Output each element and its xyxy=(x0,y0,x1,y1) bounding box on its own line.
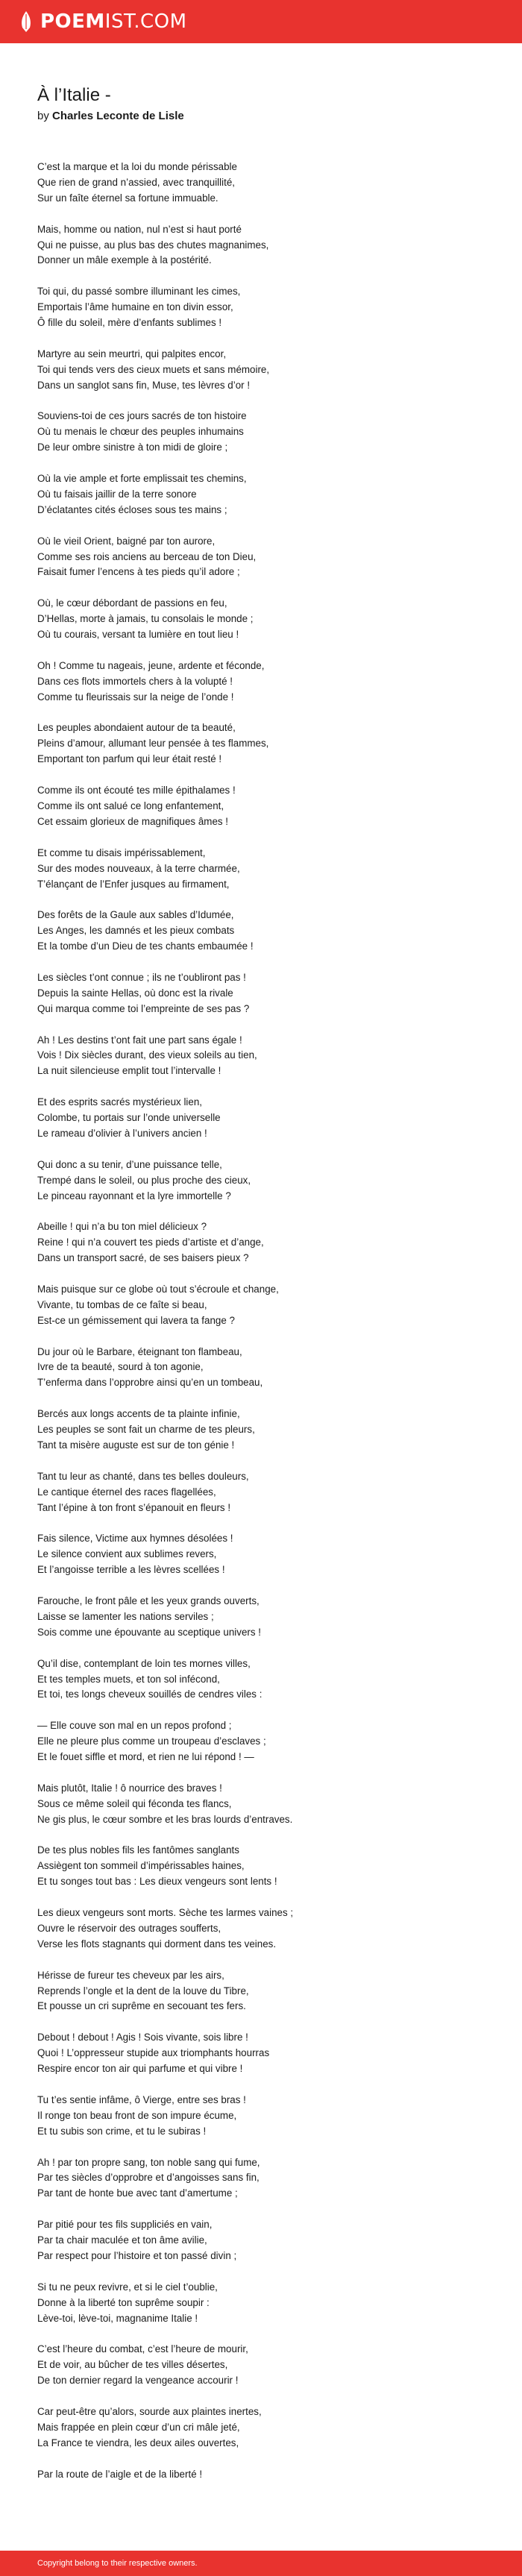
poem-line: Le rameau d’olivier à l’univers ancien ! xyxy=(37,1127,207,1139)
poem-line: Les peuples abondaient autour de ta beauté, xyxy=(37,722,236,734)
poem-line: Ô fille du soleil, mère d’enfants sublimes ! xyxy=(37,317,222,329)
poem-line: D’éclatantes cités écloses sous tes mains ; xyxy=(37,503,227,515)
poem-line: Le cantique éternel des races flagellées, xyxy=(37,1486,216,1498)
stanza xyxy=(37,720,485,767)
stanza xyxy=(37,347,485,394)
stanza xyxy=(37,2280,485,2327)
poem-line: Oh ! Comme tu nageais, jeune, ardente et féconde, xyxy=(37,659,265,671)
poem-line: Comme ses rois anciens au berceau de ton Dieu, xyxy=(37,550,257,562)
poem-line: Et l’angoisse terrible a les lèvres scellées ! xyxy=(37,1564,225,1576)
poem-line: Où tu courais, versant ta lumière en tout lieu ! xyxy=(37,629,239,641)
byline xyxy=(37,109,485,124)
stanza xyxy=(37,2342,485,2389)
copyright-text: Copyright belong to their respective owners. xyxy=(37,2559,198,2568)
stanza xyxy=(37,2404,485,2451)
poem-line: Mais frappée en plein cœur d’un cri mâle jeté, xyxy=(37,2421,240,2433)
poem-line: Par tes siècles d’opprobre et d’angoisses sans fin, xyxy=(37,2172,260,2184)
poem-line: Comme ils ont salué ce long enfantement, xyxy=(37,800,224,811)
site-header xyxy=(0,0,522,43)
poem-line: Que rien de grand n’assied, avec tranquillité, xyxy=(37,176,235,188)
stanza xyxy=(37,1656,485,1703)
poem-line: Où tu faisais jaillir de la terre sonore xyxy=(37,488,197,500)
stanza xyxy=(37,1157,485,1204)
poem-line: Ouvre le réservoir des outrages soufferts, xyxy=(37,1922,221,1934)
author-link[interactable]: Charles Leconte de Lisle xyxy=(52,110,184,122)
poem-line: Reprends l’ongle et la dent de la louve du Tibre, xyxy=(37,1985,249,1997)
poem-line: Depuis la sainte Hellas, où donc est la rivale xyxy=(37,987,233,999)
poem-line: Et tu songes tout bas : Les dieux vengeurs sont lents ! xyxy=(37,1876,277,1888)
poem-line: Lève-toi, lève-toi, magnanime Italie ! xyxy=(37,2312,198,2324)
poem-line: Les peuples se sont fait un charme de tes pleurs, xyxy=(37,1424,255,1436)
poem-line: La France te viendra, les deux ailes ouvertes, xyxy=(37,2437,239,2448)
poem-line: Comme tu fleurissais sur la neige de l’onde ! xyxy=(37,691,234,703)
poem-line: Mais, homme ou nation, nul n’est si haut porté xyxy=(37,223,242,235)
poem-line: Mais puisque sur ce globe où tout s’écroule et change, xyxy=(37,1283,279,1295)
stanza xyxy=(37,2093,485,2140)
poem-line: Assiègent ton sommeil d’impérissables haines, xyxy=(37,1860,245,1872)
stanza xyxy=(37,1906,485,1953)
poem-line: Reine ! qui n’a couvert tes pieds d’artiste et d’ange, xyxy=(37,1237,264,1248)
poem-line: Par respect pour l’histoire et ton passé divin ; xyxy=(37,2249,237,2261)
poem-line: Respire encor ton air qui parfume et qui vibre ! xyxy=(37,2063,243,2075)
by-label: by xyxy=(37,110,49,122)
poem-line: Où la vie ample et forte emplissait tes chemins, xyxy=(37,473,247,485)
poem-line: Des forêts de la Gaule aux sables d’Idumée, xyxy=(37,909,234,921)
poem-line: C’est la marque et la loi du monde périssable xyxy=(37,161,237,172)
poem-line: Donner un mâle exemple à la postérité. xyxy=(37,254,212,266)
stanza xyxy=(37,222,485,269)
stanza xyxy=(37,2030,485,2077)
quill-icon[interactable] xyxy=(19,11,33,32)
poem-line: Et la tombe d’un Dieu de tes chants embaumée ! xyxy=(37,940,254,952)
stanza xyxy=(37,1407,485,1454)
poem-line: Emportais l’âme humaine en ton divin essor, xyxy=(37,301,233,313)
stanza xyxy=(37,1095,485,1142)
poem-line: Vivante, tu tombas de ce faîte si beau, xyxy=(37,1298,207,1310)
poem-line: Où, le cœur débordant de passions en feu, xyxy=(37,597,227,609)
poem-line: Emportant ton parfum qui leur était resté ! xyxy=(37,753,222,765)
poem-line: Le silence convient aux sublimes revers, xyxy=(37,1548,217,1560)
poem-line: T’élançant de l’Enfer jusques au firmament, xyxy=(37,878,230,890)
stanza xyxy=(37,659,485,706)
poem-line: Par pitié pour tes fils suppliciés en vain, xyxy=(37,2219,213,2231)
poem-line: Toi qui, du passé sombre illuminant les cimes, xyxy=(37,286,241,298)
poem-line: Hérisse de fureur tes cheveux par les airs, xyxy=(37,1969,224,1981)
stanza xyxy=(37,1843,485,1890)
poem-title: À l’Italie - xyxy=(37,85,111,105)
poem-line: Par ta chair maculée et ton âme avilie, xyxy=(37,2234,207,2246)
stanza xyxy=(37,1594,485,1641)
stanza xyxy=(37,2467,485,2483)
poem-body xyxy=(37,160,485,2482)
poem-line: De ton dernier regard la vengeance accourir ! xyxy=(37,2375,239,2387)
poem-line: Dans un transport sacré, de ses baisers pieux ? xyxy=(37,1252,249,1264)
poem-line: Et tu subis son crime, et tu le subiras ! xyxy=(37,2125,207,2137)
poem-line: Et toi, tes longs cheveux souillés de cendres viles : xyxy=(37,1688,262,1700)
stanza xyxy=(37,1282,485,1329)
poem-line: Le pinceau rayonnant et la lyre immortelle ? xyxy=(37,1190,231,1201)
poem-line: Sur des modes nouveaux, à la terre charmée, xyxy=(37,862,240,874)
poem-line: D’Hellas, morte à jamais, tu consolais le monde ; xyxy=(37,613,254,625)
poem-line: Par tant de honte bue avec tant d’amertume ; xyxy=(37,2187,238,2199)
poem-line: Farouche, le front pâle et les yeux grands ouverts, xyxy=(37,1595,260,1607)
poem-line: Car peut-être qu’alors, sourde aux plaintes inertes, xyxy=(37,2405,262,2417)
poem-line: Où le vieil Orient, baigné par ton aurore, xyxy=(37,535,216,547)
stanza xyxy=(37,1469,485,1516)
poem-line: Quoi ! L’oppresseur stupide aux triomphants hourras xyxy=(37,2047,270,2059)
poem-line: Toi qui tends vers des cieux muets et sans mémoire, xyxy=(37,363,270,375)
poem-line: Ah ! Les destins t’ont fait une part sans égale ! xyxy=(37,1034,242,1046)
poem-line: Comme ils ont écouté tes mille épithalames ! xyxy=(37,785,236,797)
poem-line: Martyre au sein meurtri, qui palpites encor, xyxy=(37,348,227,359)
stanza xyxy=(37,409,485,456)
poem-line: Et des esprits sacrés mystérieux lien, xyxy=(37,1096,203,1108)
stanza xyxy=(37,908,485,955)
poem-line: — Elle couve son mal en un repos profond ; xyxy=(37,1720,232,1732)
poem-line: Cet essaim glorieux de magnifiques âmes ! xyxy=(37,815,229,827)
logo-bold: POEM xyxy=(40,10,105,33)
stanza xyxy=(37,970,485,1017)
poem-line: Tant l’épine à ton front s’épanouit en fleurs ! xyxy=(37,1501,231,1513)
stanza xyxy=(37,783,485,830)
poem-line: Si tu ne peux revivre, et si le ciel t’oublie, xyxy=(37,2281,218,2293)
stanza xyxy=(37,846,485,893)
poem-line: Les Anges, les damnés et les pieux combats xyxy=(37,925,235,937)
poem-line: Sous ce même soleil qui fécondа tes flancs, xyxy=(37,1797,232,1809)
poem-line: Tant tu leur as chanté, dans tes belles douleurs, xyxy=(37,1470,249,1482)
poem-line: Est-ce un gémissement qui lavera ta fange ? xyxy=(37,1314,235,1326)
poem-line: Ne gis plus, le cœur sombre et les bras lourds d’entraves. xyxy=(37,1813,293,1825)
poem-line: Qu’il dise, contemplant de loin tes mornes villes, xyxy=(37,1657,251,1669)
poem-line: De leur ombre sinistre à ton midi de gloire ; xyxy=(37,442,228,453)
poem-line: Elle ne pleure plus comme un troupeau d’esclaves ; xyxy=(37,1735,266,1747)
stanza xyxy=(37,534,485,581)
poem-line: Sur un faîte éternel sa fortune immuable. xyxy=(37,192,218,204)
poem-line: Trempé dans le soleil, ou plus proche des cieux, xyxy=(37,1174,251,1186)
poem-line: Et le fouet siffle et mord, et rien ne lui répond ! — xyxy=(37,1751,254,1763)
poem-container xyxy=(37,84,485,2498)
stanza xyxy=(37,1968,485,2015)
stanza xyxy=(37,1219,485,1266)
poem-line: Laisse se lamenter les nations serviles ; xyxy=(37,1610,214,1622)
poem-line: Dans un sanglot sans fin, Muse, tes lèvres d’or ! xyxy=(37,379,251,391)
poem-line: Par la route de l’aigle et de la liberté ! xyxy=(37,2468,203,2480)
poem-line: Bercés aux longs accents de ta plainte infinie, xyxy=(37,1408,240,1420)
poem-line: Les dieux vengeurs sont morts. Sèche tes larmes vaines ; xyxy=(37,1907,294,1919)
poem-line: Qui marqua comme toi l’empreinte de ses pas ? xyxy=(37,1002,250,1014)
stanza xyxy=(37,160,485,207)
poem-line: Et tes temples muets, et ton sol infécond, xyxy=(37,1673,220,1685)
poem-line: Dans ces flots immortels chers à la volupté ! xyxy=(37,675,233,687)
poem-line: Qui donc a su tenir, d’une puissance telle, xyxy=(37,1158,222,1170)
stanza xyxy=(37,1781,485,1828)
stanza xyxy=(37,471,485,518)
poem-line: Mais plutôt, Italie ! ô nourrice des braves ! xyxy=(37,1782,222,1794)
poem-line: Colombe, tu portais sur l’onde universelle xyxy=(37,1112,221,1124)
site-footer xyxy=(0,2551,522,2576)
logo-light: IST.COM xyxy=(104,10,187,33)
poem-line: De tes plus nobles fils les fantômes sanglants xyxy=(37,1844,239,1856)
poem-line: Abeille ! qui n’a bu ton miel délicieux ? xyxy=(37,1221,207,1233)
poem-line: Donne à la liberté ton suprême soupir : xyxy=(37,2296,210,2308)
poem-line: Vois ! Dix siècles durant, des vieux soleils au tien, xyxy=(37,1049,257,1061)
stanza xyxy=(37,1033,485,1080)
stanza xyxy=(37,596,485,643)
poem-line: Pleins d’amour, allumant leur pensée à tes flammes, xyxy=(37,738,269,750)
poem-line: Qui ne puisse, au plus bas des chutes magnanimes, xyxy=(37,239,269,251)
stanza xyxy=(37,1718,485,1765)
poem-line: Ah ! par ton propre sang, ton noble sang qui fume, xyxy=(37,2156,260,2168)
poem-line: C’est l’heure du combat, c’est l’heure de mourir, xyxy=(37,2343,248,2355)
poem-line: Il ronge ton beau front de son impure écume, xyxy=(37,2109,237,2121)
poem-line: T’enferma dans l’opprobre ainsi qu’en un tombeau, xyxy=(37,1377,263,1389)
poem-line: Ivre de ta beauté, sourd à ton agonie, xyxy=(37,1361,204,1373)
stanza xyxy=(37,1531,485,1578)
poem-line: La nuit silencieuse emplit tout l’intervalle ! xyxy=(37,1065,221,1077)
poem-line: Faisait fumer l’encens à tes pieds qu’il adore ; xyxy=(37,566,240,578)
poem-line: Debout ! debout ! Agis ! Sois vivante, sois libre ! xyxy=(37,2032,248,2043)
poem-line: Et pousse un cri suprême en secouant tes fers. xyxy=(37,2000,246,2012)
stanza xyxy=(37,1345,485,1392)
poem-line: Les siècles t’ont connue ; ils ne t’oubliront pas ! xyxy=(37,971,246,983)
poem-line: Fais silence, Victime aux hymnes désolées ! xyxy=(37,1533,233,1545)
poem-line: Et de voir, au bûcher de tes villes désertes, xyxy=(37,2359,228,2371)
poem-line: Tant ta misère auguste est sur de ton génie ! xyxy=(37,1439,235,1451)
poem-line: Et comme tu disais impérissablement, xyxy=(37,846,206,858)
site-logo[interactable] xyxy=(40,10,187,33)
poem-line: Où tu menais le chœur des peuples inhumains xyxy=(37,426,244,438)
poem-line: Tu t’es sentie infâme, ô Vierge, entre ses bras ! xyxy=(37,2093,246,2105)
poem-line: Sois comme une épouvante au sceptique univers ! xyxy=(37,1626,261,1638)
stanza xyxy=(37,2217,485,2264)
stanza xyxy=(37,2155,485,2202)
poem-line: Verse les flots stagnants qui dorment dans tes veines. xyxy=(37,1938,277,1950)
stanza xyxy=(37,284,485,331)
poem-line: Souviens-toi de ces jours sacrés de ton histoire xyxy=(37,410,247,422)
poem-line: Du jour où le Barbare, éteignant ton flambeau, xyxy=(37,1345,242,1357)
